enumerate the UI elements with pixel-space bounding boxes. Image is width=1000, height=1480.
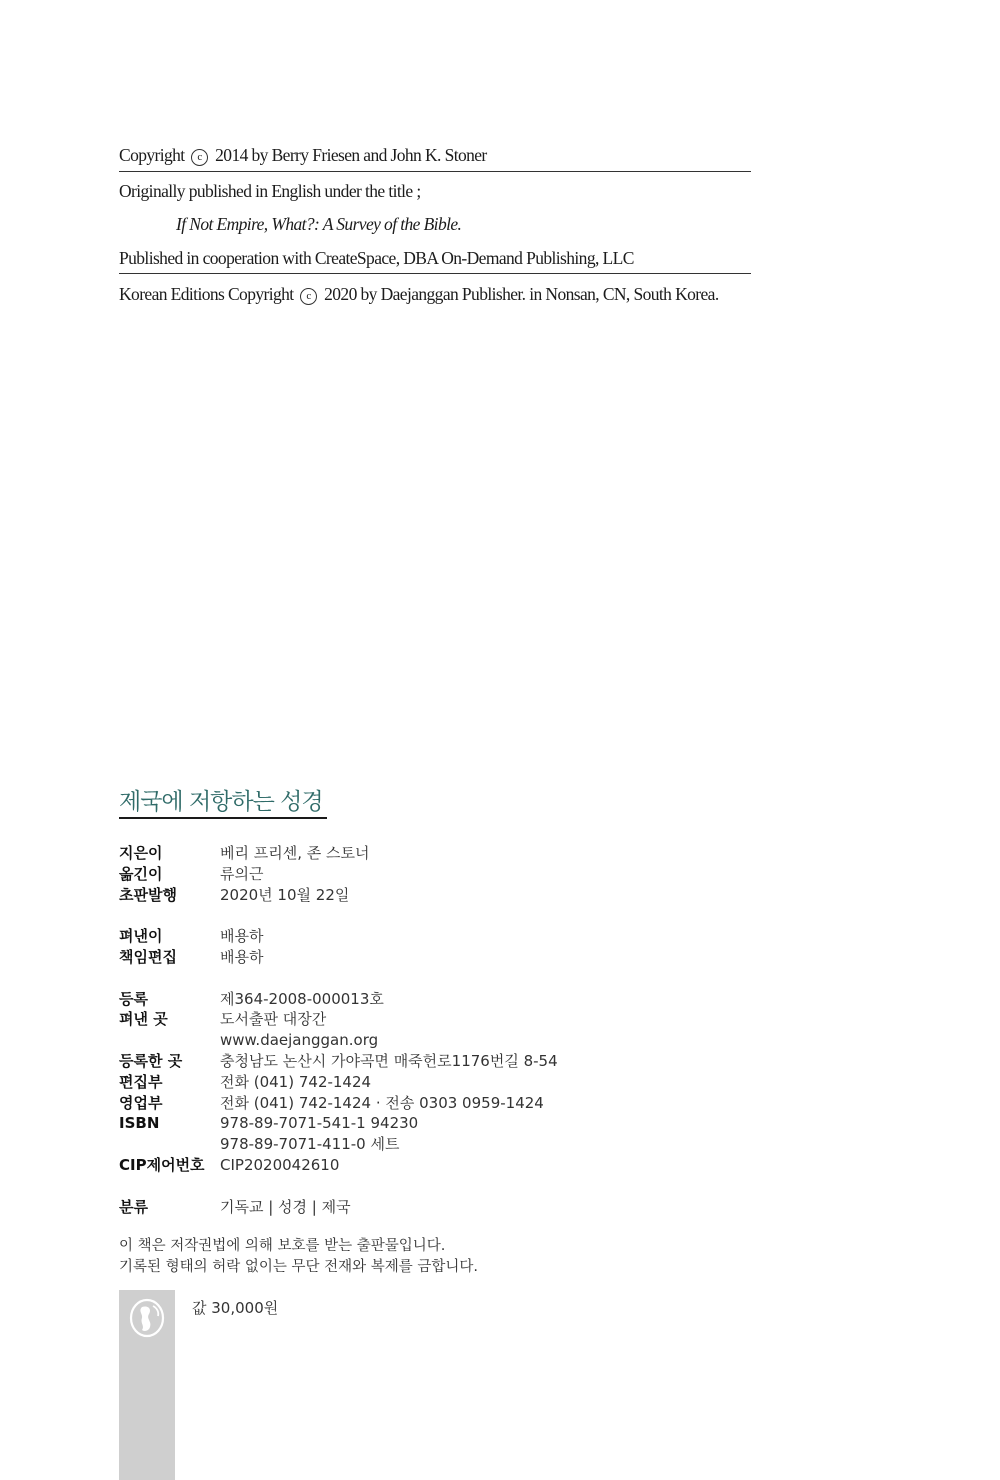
isbn-label: ISBN — [119, 1114, 160, 1133]
globe-icon — [128, 1297, 166, 1339]
publication-info — [119, 843, 639, 1217]
notice-line-1: 이 책은 저작권법에 의해 보호를 받는 출판물입니다. — [119, 1238, 446, 1254]
info-row-cip — [119, 1155, 639, 1176]
category-value: 기독교 | 성경 | 제국 — [220, 1197, 351, 1216]
first-pub-label: 초판발행 — [119, 885, 177, 904]
address-label: 등록한 곳 — [119, 1051, 183, 1070]
copyright-symbol: c — [191, 149, 208, 166]
publication-cooperation-note: Published in cooperation with CreateSpace, DBA On-Demand Publishing, LLC — [119, 246, 751, 274]
copyright-line-korean — [119, 282, 751, 306]
info-row-publisher — [119, 926, 639, 947]
cip-value: CIP2020042610 — [220, 1155, 340, 1174]
editor-label: 책임편집 — [119, 947, 177, 966]
copyright-holders: 2014 by Berry Friesen and John K. Stoner — [215, 145, 487, 165]
info-row-editor — [119, 947, 639, 968]
press-value: 도서출판 대장간 — [220, 1010, 327, 1029]
copyright-block — [119, 143, 751, 306]
korean-copyright-label: Korean Editions Copyright — [119, 284, 294, 304]
info-row-isbn — [119, 1113, 639, 1134]
info-row-address — [119, 1051, 639, 1072]
copyright-label: Copyright — [119, 145, 185, 165]
address-value: 충청남도 논산시 가야곡면 매죽헌로1176번길 8-54 — [220, 1051, 558, 1070]
info-row-sales — [119, 1093, 639, 1114]
website-link[interactable]: www.daejanggan.org — [220, 1031, 379, 1050]
price: 값 30,000원 — [192, 1299, 279, 1317]
info-row-category — [119, 1197, 639, 1218]
copyright-line-original — [119, 143, 751, 172]
registration-label: 등록 — [119, 989, 148, 1008]
translator-value: 류의근 — [220, 864, 264, 883]
first-pub-value: 2020년 10월 22일 — [220, 885, 350, 904]
publisher-label: 펴낸이 — [119, 927, 163, 946]
isbn-value: 978-89-7071-541-1 94230 — [220, 1114, 419, 1133]
info-row-registration — [119, 989, 639, 1010]
author-value: 베리 프리센, 존 스토너 — [220, 844, 370, 862]
book-title: 제국에 저항하는 성경 — [119, 783, 327, 819]
translator-label: 옮긴이 — [119, 864, 163, 883]
editor-value: 배용하 — [220, 947, 264, 966]
press-label: 펴낸 곳 — [119, 1010, 168, 1029]
korean-copyright-holder: 2020 by Daejanggan Publisher. in Nonsan, CN, South Korea. — [324, 284, 719, 304]
editorial-label: 편집부 — [119, 1072, 163, 1091]
info-row-first-pub — [119, 885, 639, 906]
isbn-set-value: 978-89-7071-411-0 세트 — [220, 1135, 400, 1154]
info-row-website — [119, 1030, 639, 1051]
info-row-author — [119, 843, 639, 864]
original-publication-note: Originally published in English under the title ; — [119, 181, 421, 201]
cip-label: CIP제어번호 — [119, 1155, 205, 1174]
notice-line-2: 기록된 형태의 허락 없이는 무단 전재와 복제를 금합니다. — [119, 1258, 479, 1275]
info-row-editorial — [119, 1072, 639, 1093]
info-row-press — [119, 1009, 639, 1030]
original-title: If Not Empire, What?: A Survey of the Bible. — [176, 214, 462, 234]
registration-value: 제364-2008-000013호 — [220, 989, 384, 1008]
editorial-value: 전화 (041) 742-1424 — [220, 1072, 372, 1091]
copyright-symbol-korean: c — [300, 288, 317, 305]
info-row-isbn-set — [119, 1134, 639, 1155]
publisher-value: 배용하 — [220, 927, 264, 946]
info-row-translator — [119, 864, 639, 885]
author-label: 지은이 — [119, 844, 163, 862]
copyright-notice — [119, 1236, 478, 1278]
sales-label: 영업부 — [119, 1093, 163, 1112]
category-label: 분류 — [119, 1197, 148, 1216]
sales-value: 전화 (041) 742-1424 · 전송 0303 0959-1424 — [220, 1093, 544, 1112]
